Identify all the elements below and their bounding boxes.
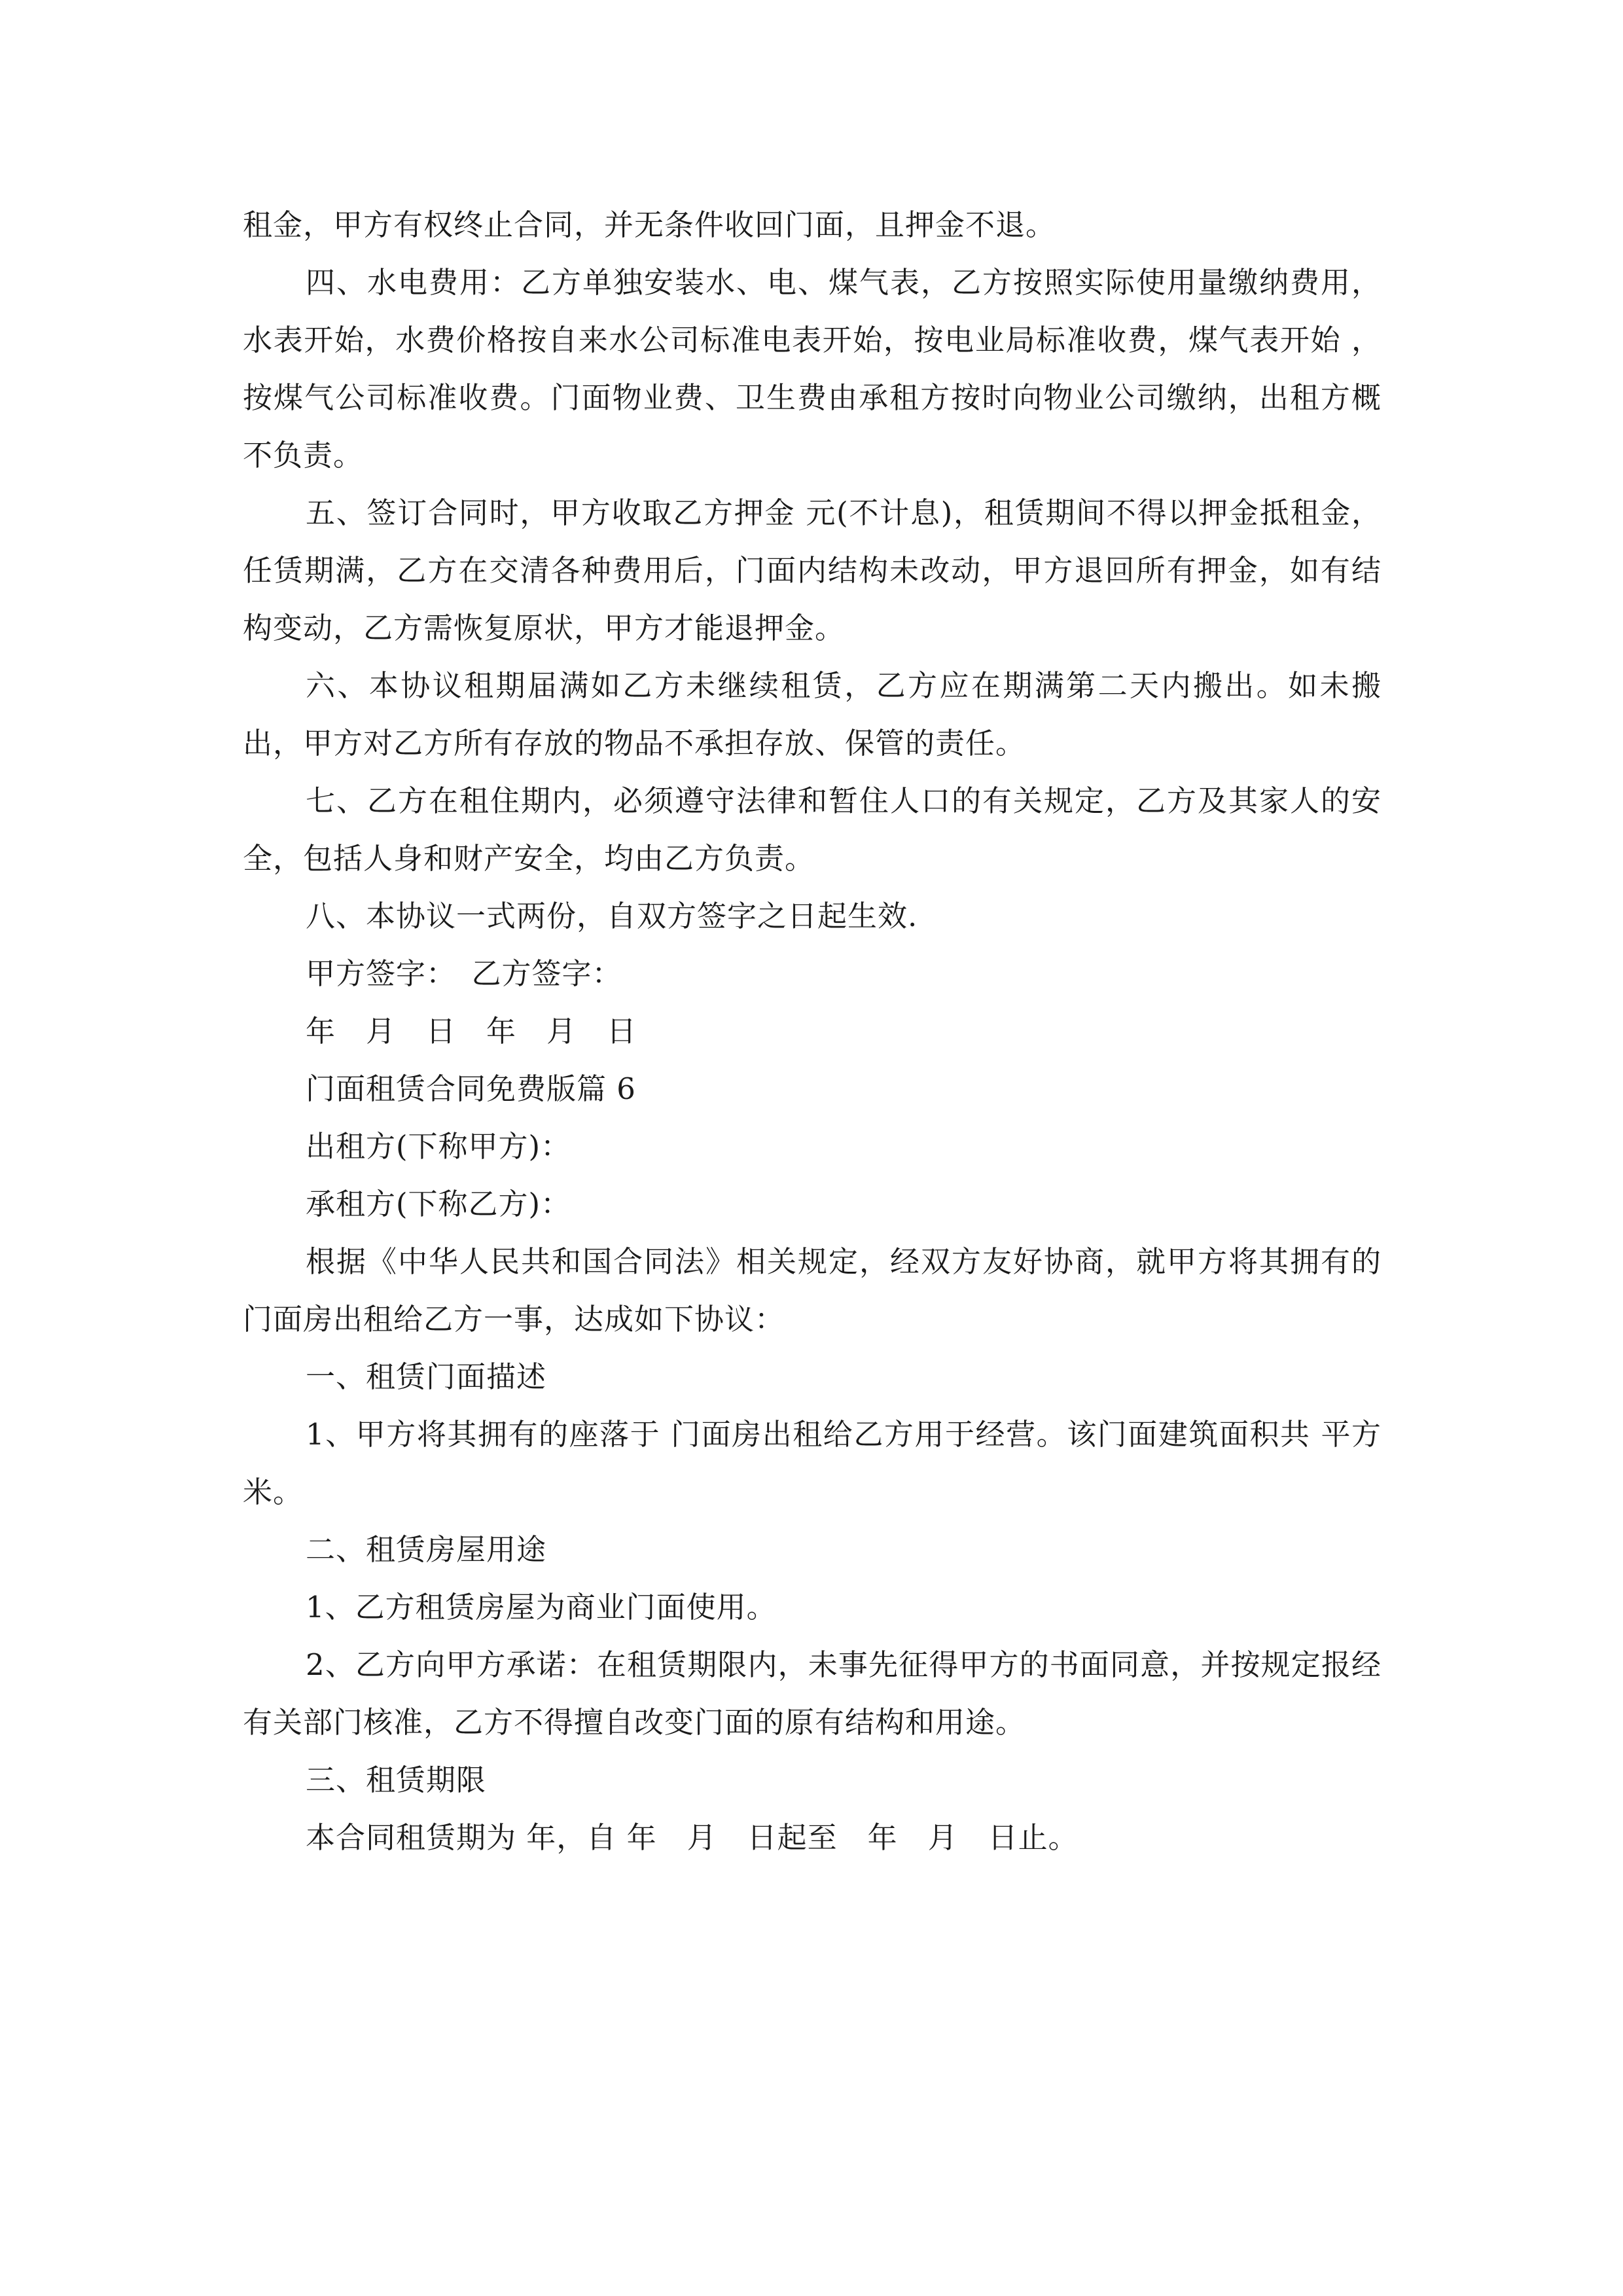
paragraph-usage-1: 1、乙方租赁房屋为商业门面使用。 <box>306 1590 777 1624</box>
signature-line: 甲方签字： 乙方签字： <box>306 956 622 991</box>
paragraph-deposit: 五、签订合同时，甲方收取乙方押金 元(不计息)，租赁期间不得以押金抵租金，任赁期满，乙方在交清各种费用后，门面内结构未改动，甲方退回所有押金，如有结构变动，乙方需恢复原状，甲方才能退押金。 <box>243 495 1382 645</box>
paragraph-usage-2: 2、乙方向甲方承诺：在租赁期限内，未事先征得甲方的书面同意，并按规定报经有关部门核准，乙方不得擅自改变门面的原有结构和用途。 <box>243 1647 1382 1740</box>
paragraph-utilities: 四、水电费用：乙方单独安装水、电、煤气表，乙方按照实际使用量缴纳费用，水表开始，水费价格按自来水公司标准电表开始，按电业局标准收费，煤气表开始 ，按煤气公司标准收费。门面物业费、卫生费由承租方按时向物业公司缴纳，出租方概不负责。 <box>243 265 1382 473</box>
paragraph-location: 1、甲方将其拥有的座落于 门面房出租给乙方用于经营。该门面建筑面积共 平方米。 <box>243 1417 1382 1509</box>
heading-description: 一、租赁门面描述 <box>306 1359 547 1394</box>
paragraph-term: 本合同租赁期为 年，自 年 月 日起至 年 月 日止。 <box>306 1820 1079 1855</box>
paragraph-safety: 七、乙方在租住期内，必须遵守法律和暂住人口的有关规定，乙方及其家人的安全，包括人身和财产安全，均由乙方负责。 <box>243 783 1382 876</box>
lessor-line: 出租方(下称甲方)： <box>306 1129 571 1164</box>
section-title: 门面租赁合同免费版篇 6 <box>306 1071 636 1106</box>
paragraph-copies: 八、本协议一式两份，自双方签字之日起生效. <box>306 899 918 933</box>
lessee-line: 承租方(下称乙方)： <box>306 1187 571 1221</box>
heading-term: 三、租赁期限 <box>306 1763 487 1797</box>
heading-usage: 二、租赁房屋用途 <box>306 1532 547 1567</box>
paragraph-0: 租金，甲方有权终止合同，并无条件收回门面，且押金不退。 <box>243 207 1056 242</box>
date-line: 年 月 日 年 月 日 <box>306 1014 637 1049</box>
paragraph-move-out: 六、本协议租期届满如乙方未继续租赁，乙方应在期满第二天内搬出。如未搬出，甲方对乙方所有存放的物品不承担存放、保管的责任。 <box>243 668 1382 761</box>
document-body <box>243 196 1382 1867</box>
paragraph-preamble: 根据《中华人民共和国合同法》相关规定，经双方友好协商，就甲方将其拥有的门面房出租给乙方一事，达成如下协议： <box>243 1244 1382 1336</box>
